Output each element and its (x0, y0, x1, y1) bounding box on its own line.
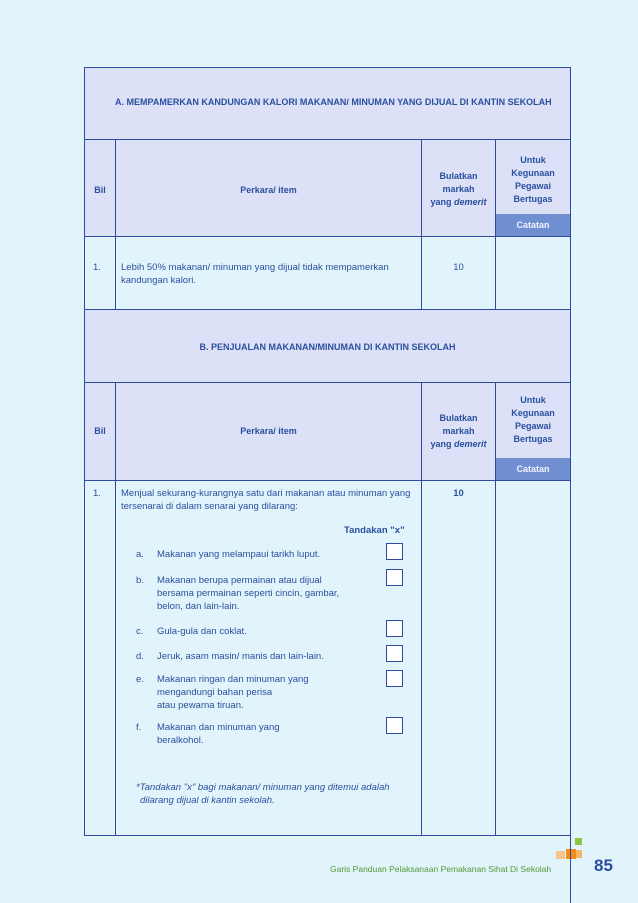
footer-divider (570, 836, 571, 903)
note-line1: *Tandakan "x" bagi makanan/ minuman yang ditemui adalah (136, 782, 390, 793)
item-d-label: d. (136, 651, 144, 662)
row-a1-markah: 10 (453, 262, 464, 273)
bulatkan-header-line2: markah (442, 184, 475, 194)
untuk-header-b-line3: Pegawai (514, 421, 552, 431)
decor-square-light-orange (576, 850, 582, 858)
decor-square-peach (556, 851, 565, 859)
catatan-header-b: Catatan (496, 458, 570, 480)
item-a-label: a. (136, 549, 144, 560)
section-a-row-1 (85, 237, 570, 310)
row-b1-intro-line1: Menjual sekurang-kurangnya satu dari makanan atau minuman yang (121, 488, 411, 499)
checklist-table (84, 67, 571, 836)
row-a1-item-line1: Lebih 50% makanan/ minuman yang dijual tidak mempamerkan (121, 262, 389, 273)
item-f-label: f. (136, 722, 142, 733)
item-a-text: Makanan yang melampaui tarikh luput. (157, 549, 321, 560)
bulatkan-header-b-line3 (422, 438, 495, 451)
section-a-title-row (85, 68, 570, 140)
row-a1-item-line2: kandungan kalori. (121, 275, 196, 286)
bil-header: Bil (94, 185, 106, 195)
item-b-text-line2: bersama permainan seperti cincin, gambar, (157, 588, 340, 599)
section-a-title: A. MEMPAMERKAN KANDUNGAN KALORI MAKANAN/ MINUMAN YANG DIJUAL DI KANTIN SEKOLAH (115, 97, 552, 107)
decor-square-orange (566, 849, 576, 859)
item-b-text-line1: Makanan berupa permainan atau dijual (157, 575, 322, 586)
row-a1-catatan-cell[interactable] (495, 237, 570, 309)
decor-square-green (575, 838, 582, 845)
item-d-text: Jeruk, asam masin/ manis dan lain-lain. (157, 651, 324, 662)
bulatkan-header-line3 (422, 196, 495, 209)
bulatkan-header-b-line2: markah (442, 426, 475, 436)
item-d-checkbox[interactable] (386, 645, 403, 662)
row-a1-bil: 1. (93, 262, 101, 273)
section-b-row-1 (85, 481, 570, 835)
row-b1-catatan-cell[interactable] (495, 481, 570, 835)
section-b-title: B. PENJUALAN MAKANAN/MINUMAN DI KANTIN SEKOLAH (199, 342, 456, 352)
bil-header-b: Bil (94, 426, 106, 436)
untuk-header-line3: Pegawai (514, 181, 552, 191)
section-a-header-row (85, 140, 570, 237)
item-e-text-line3: atau pewarna tiruan. (157, 700, 244, 711)
bulatkan-header-line1: Bulatkan (439, 171, 478, 181)
item-f-text-line1: Makanan dan minuman yang (157, 722, 280, 733)
bulatkan-yang: yang (430, 197, 452, 207)
untuk-header-b-line1: Untuk (520, 395, 546, 405)
row-b1-intro-line2: tersenarai di dalam senarai yang dilarang: (121, 501, 298, 512)
item-c-checkbox[interactable] (386, 620, 403, 637)
item-b-label: b. (136, 575, 144, 586)
item-b-checkbox[interactable] (386, 569, 403, 586)
item-e-text-line1: Makanan ringan dan minuman yang (157, 674, 309, 685)
row-b1-markah: 10 (453, 488, 464, 499)
item-a-checkbox[interactable] (386, 543, 403, 560)
bulatkan-b-demerit: demerit (454, 439, 487, 449)
note-line2: dilarang dijual di kantin sekolah. (140, 795, 275, 806)
untuk-header-line1: Untuk (520, 155, 546, 165)
perkara-header-b: Perkara/ item (240, 426, 297, 436)
bulatkan-demerit: demerit (454, 197, 487, 207)
item-f-checkbox[interactable] (386, 717, 403, 734)
perkara-header: Perkara/ item (240, 185, 297, 195)
item-e-checkbox[interactable] (386, 670, 403, 687)
bulatkan-header-b-line1: Bulatkan (439, 413, 478, 423)
row-b1-bil: 1. (93, 488, 101, 499)
item-c-label: c. (136, 626, 144, 637)
footer-title: Garis Panduan Pelaksanaan Pemakanan Sihat Di Sekolah (330, 864, 552, 874)
item-e-text-line2: mengandungi bahan perisa (157, 687, 273, 698)
untuk-header-line4: Bertugas (513, 194, 553, 204)
section-b-title-row (85, 310, 570, 383)
tandakan-label: Tandakan "x" (344, 525, 405, 536)
bulatkan-b-yang: yang (430, 439, 452, 449)
item-e-label: e. (136, 674, 144, 685)
untuk-header-line2: Kegunaan (511, 168, 555, 178)
catatan-header: Catatan (496, 214, 570, 236)
untuk-header-b-line2: Kegunaan (511, 408, 555, 418)
item-c-text: Gula-gula dan coklat. (157, 626, 247, 637)
item-b-text-line3: belon, dan lain-lain. (157, 601, 240, 612)
item-f-text-line2: beralkohol. (157, 735, 204, 746)
page-number: 85 (594, 856, 613, 875)
section-b-header-row (85, 383, 570, 481)
untuk-header-b-line4: Bertugas (513, 434, 553, 444)
